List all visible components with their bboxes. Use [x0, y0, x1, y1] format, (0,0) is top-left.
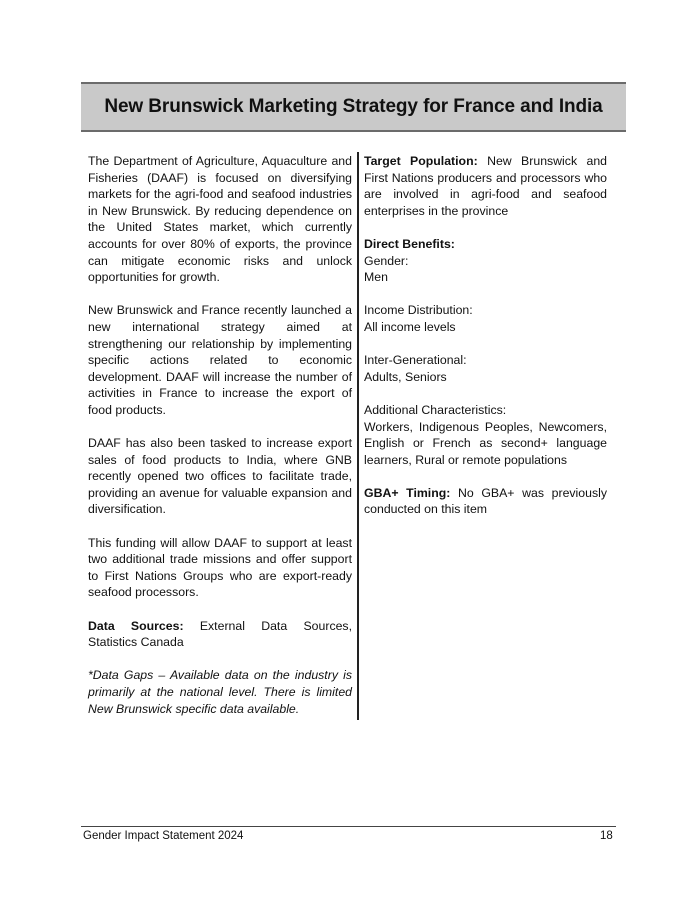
income-distribution: [364, 302, 607, 335]
title-banner: [81, 82, 626, 132]
additional-value: Workers, Indigenous Peoples, Newcomers, English or French as second+ language learners, Rural or remote populations: [364, 419, 607, 467]
data-sources-text: External Data Sources, Statistics Canada: [88, 618, 352, 650]
target-population-text: New Brunswick and First Nations producers and processors who are involved in agri-food and seafood enterprises in the province: [364, 154, 607, 218]
data-gaps-note: *Data Gaps – Available data on the industry is primarily at the national level. There is limited New Brunswick specific data available.: [88, 668, 352, 716]
column-divider: [357, 152, 359, 720]
gba-timing-text: No GBA+ was previously conducted on this item: [364, 485, 607, 517]
inter-generational: [364, 352, 607, 385]
footer-title: Gender Impact Statement 2024: [83, 830, 244, 842]
funding-paragraph: This funding will allow DAAF to support at least two additional trade missions and offer support to First Nations Groups who are export-ready seafood processors.: [88, 535, 352, 600]
data-sources-label: Data Sources:: [88, 618, 184, 633]
target-population: [364, 153, 607, 219]
direct-benefits-label: Direct Benefits:: [364, 236, 455, 251]
target-population-label: Target Population:: [364, 154, 478, 168]
page-number: 18: [600, 830, 613, 842]
page-title: New Brunswick Marketing Strategy for France and India: [104, 96, 603, 117]
gba-timing: [364, 485, 607, 518]
additional-label: Additional Characteristics:: [364, 402, 507, 417]
direct-benefits: [364, 236, 607, 286]
intro-paragraph: The Department of Agriculture, Aquaculture and Fisheries (DAAF) is focused on diversifying markets for the agri-food and seafood industries in New Brunswick. By reducing dependence on the United States market, which currently accounts for over 80% of exports, the province can mitigate economic risks and unlock opportunities for growth.: [88, 154, 352, 285]
data-sources: [88, 618, 352, 651]
india-paragraph: DAAF has also been tasked to increase export sales of food products to India, where GNB recently opened two offices to facilitate trade, providing an avenue for valuable expansion and diversification.: [88, 436, 352, 517]
gender-value: Men: [364, 270, 388, 285]
intergen-label: Inter-Generational:: [364, 353, 467, 368]
right-column: [364, 153, 607, 535]
gender-label: Gender:: [364, 253, 409, 268]
left-column: [88, 153, 352, 734]
income-value: All income levels: [364, 319, 456, 334]
footer-rule: [81, 826, 616, 827]
gba-timing-label: GBA+ Timing:: [364, 485, 451, 500]
additional-characteristics: [364, 402, 607, 468]
france-paragraph: New Brunswick and France recently launched a new international strategy aimed at strengthening our relationship by implementing specific actions related to economic development. DAAF will increase the number of activities in France to increase the export of food products.: [88, 303, 352, 417]
income-label: Income Distribution:: [364, 303, 473, 318]
intergen-value: Adults, Seniors: [364, 369, 447, 384]
